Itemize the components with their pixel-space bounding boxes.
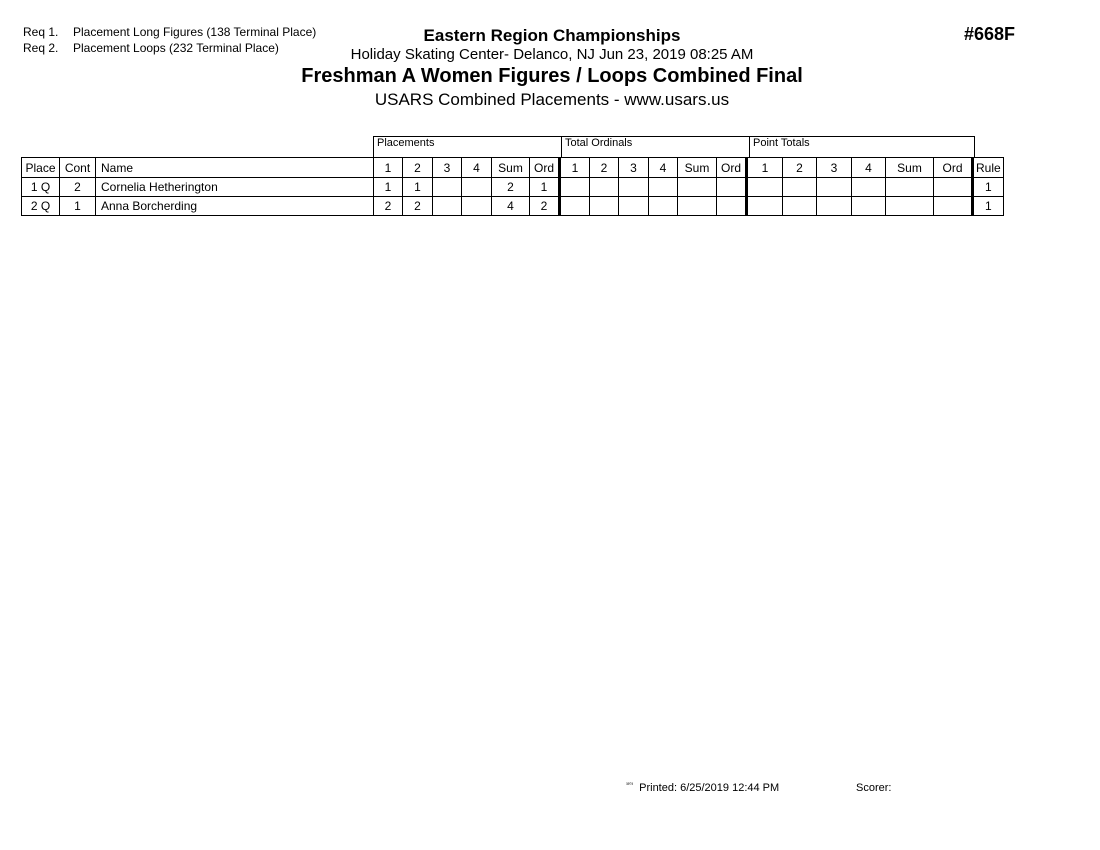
table-row — [22, 178, 1004, 197]
points-3-cell — [817, 197, 852, 216]
ordinal-sum-cell — [678, 197, 717, 216]
placement-3-cell — [433, 178, 462, 197]
ordinal-4-cell — [649, 178, 678, 197]
name-cell: Cornelia Hetherington — [96, 178, 374, 197]
col-header-points-2: 2 — [783, 158, 817, 178]
col-header-placement-1: 1 — [374, 158, 403, 178]
placement-sum-cell: 2 — [492, 178, 530, 197]
group-placements — [373, 136, 561, 157]
col-header-points-1: 1 — [747, 158, 783, 178]
requirement-number: Req 2. — [23, 41, 59, 55]
col-header-ordinal-3: 3 — [619, 158, 649, 178]
col-header-placement-4: 4 — [462, 158, 492, 178]
ordinal-3-cell — [619, 197, 649, 216]
group-point-totals — [749, 136, 974, 157]
ordinal-4-cell — [649, 197, 678, 216]
ordinal-ord-cell — [717, 197, 747, 216]
final-title: Freshman A Women Figures / Loops Combined Final — [301, 65, 803, 87]
col-header-points-4: 4 — [852, 158, 886, 178]
points-2-cell — [783, 197, 817, 216]
col-header-ordinal-ord: Ord — [717, 158, 747, 178]
rule-cell: 1 — [973, 197, 1004, 216]
event-number: #668F — [964, 24, 1016, 44]
cont-cell: 1 — [60, 197, 96, 216]
printed-date: Printed: 6/25/2019 12:44 PM — [639, 782, 780, 794]
ordinal-1-cell — [560, 197, 590, 216]
col-header-ordinal-2: 2 — [590, 158, 619, 178]
placement-1-cell: 2 — [374, 197, 403, 216]
col-header-ordinal-sum: Sum — [678, 158, 717, 178]
points-ord-cell — [934, 178, 973, 197]
placement-4-cell — [462, 178, 492, 197]
col-header-placement-ord: Ord — [530, 158, 560, 178]
placement-ord-cell: 1 — [530, 178, 560, 197]
place-cell: 2 Q — [22, 197, 60, 216]
requirement-number: Req 1. — [23, 25, 59, 39]
points-1-cell — [747, 178, 783, 197]
placement-2-cell: 1 — [403, 178, 433, 197]
col-header-cont: Cont — [60, 158, 96, 178]
col-header-ordinal-1: 1 — [560, 158, 590, 178]
col-header-points-sum: Sum — [886, 158, 934, 178]
ordinal-2-cell — [590, 197, 619, 216]
ordinal-1-cell — [560, 178, 590, 197]
placement-3-cell — [433, 197, 462, 216]
printed-info — [626, 782, 779, 794]
requirement-2 — [23, 41, 279, 55]
placement-1-cell: 1 — [374, 178, 403, 197]
requirement-1 — [23, 25, 316, 39]
col-header-placement-2: 2 — [403, 158, 433, 178]
group-total-ordinals — [561, 136, 749, 157]
requirement-text: Placement Long Figures (138 Terminal Place) — [73, 25, 317, 39]
scorer-label: Scorer: — [856, 782, 892, 794]
ordinal-2-cell — [590, 178, 619, 197]
points-ord-cell — [934, 197, 973, 216]
sub-title: USARS Combined Placements - www.usars.us — [374, 90, 730, 109]
points-3-cell — [817, 178, 852, 197]
points-2-cell — [783, 178, 817, 197]
placement-sum-cell: 4 — [492, 197, 530, 216]
placement-4-cell — [462, 197, 492, 216]
points-sum-cell — [886, 178, 934, 197]
table-header-row — [22, 158, 1004, 178]
ordinal-ord-cell — [717, 178, 747, 197]
placement-ord-cell: 2 — [530, 197, 560, 216]
col-header-ordinal-4: 4 — [649, 158, 678, 178]
col-header-place: Place — [22, 158, 60, 178]
rule-cell: 1 — [973, 178, 1004, 197]
ordinal-3-cell — [619, 178, 649, 197]
cont-cell: 2 — [60, 178, 96, 197]
report-code: ³³⁰³ — [626, 782, 633, 788]
placement-2-cell: 2 — [403, 197, 433, 216]
event-title: Eastern Region Championships — [423, 26, 681, 45]
group-divider — [974, 136, 975, 157]
results-table — [21, 157, 1004, 216]
points-1-cell — [747, 197, 783, 216]
col-header-placement-3: 3 — [433, 158, 462, 178]
name-cell: Anna Borcherding — [96, 197, 374, 216]
venue-date: Holiday Skating Center- Delanco, NJ Jun 23, 2019 08:25 AM — [350, 46, 754, 63]
group-label: Total Ordinals — [565, 137, 633, 149]
col-header-name: Name — [96, 158, 374, 178]
points-4-cell — [852, 197, 886, 216]
points-sum-cell — [886, 197, 934, 216]
group-label: Point Totals — [753, 137, 810, 149]
col-header-points-3: 3 — [817, 158, 852, 178]
points-4-cell — [852, 178, 886, 197]
col-header-points-ord: Ord — [934, 158, 973, 178]
col-header-rule: Rule — [973, 158, 1004, 178]
requirement-text: Placement Loops (232 Terminal Place) — [73, 41, 279, 55]
table-row — [22, 197, 1004, 216]
group-label: Placements — [377, 137, 435, 149]
ordinal-sum-cell — [678, 178, 717, 197]
col-header-placement-sum: Sum — [492, 158, 530, 178]
place-cell: 1 Q — [22, 178, 60, 197]
